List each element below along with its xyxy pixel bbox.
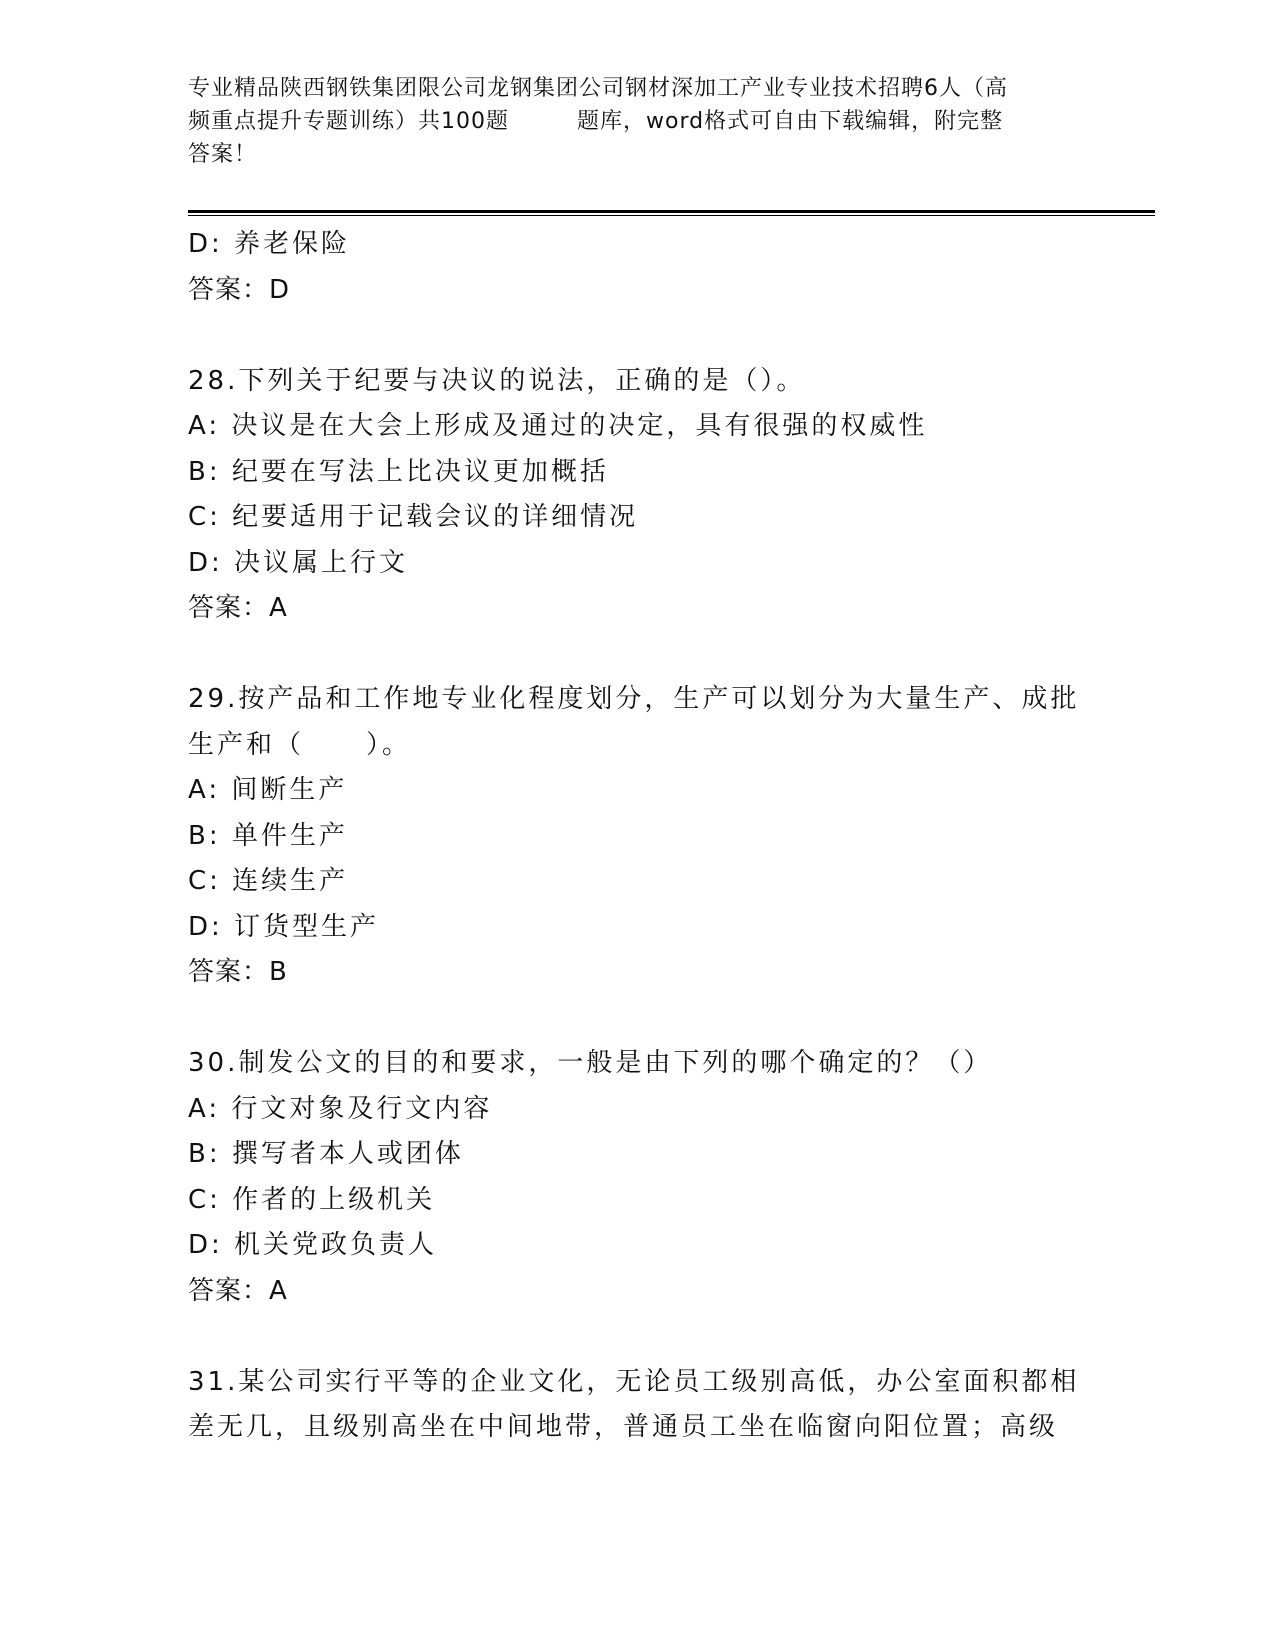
header-line-3: 答案！: [188, 142, 258, 167]
option-d: D: 订货型生产: [188, 911, 380, 942]
spacer: [188, 632, 1088, 678]
answer-line: 答案：A: [188, 1275, 288, 1306]
spacer: [188, 1314, 1088, 1360]
option-c: C: 纪要适用于记载会议的详细情况: [188, 502, 639, 532]
header-line-1: 专业精品陕西钢铁集团限公司龙钢集团公司钢材深加工产业专业技术招聘6人（高: [188, 76, 1008, 101]
option-a: A: 间断生产: [188, 775, 348, 805]
question-stem: 28.下列关于纪要与决议的说法，正确的是（）。: [188, 365, 806, 396]
option-b: B: 撰写者本人或团体: [188, 1139, 464, 1169]
option-c: C: 连续生产: [188, 866, 349, 896]
question-stem-line-1: 31.某公司实行平等的企业文化，无论员工级别高低，办公室面积都相: [188, 1366, 1080, 1397]
question-29: [188, 677, 1088, 996]
document-body: [188, 222, 1088, 1451]
question-stem: 30.制发公文的目的和要求，一般是由下列的哪个确定的？（）: [188, 1048, 993, 1078]
question-stem-part-1: 生产和（: [188, 729, 305, 760]
option-c: C: 作者的上级机关: [188, 1184, 436, 1215]
option-a: A: 行文对象及行文内容: [188, 1093, 493, 1124]
question-stem-line-2: 差无几，且级别高坐在中间地带，普通员工坐在临窗向阳位置；高级: [188, 1412, 1059, 1442]
option-b: B: 纪要在写法上比决议更加概括: [188, 456, 609, 487]
question-28: [188, 359, 1088, 632]
option-d: D: 养老保险: [188, 229, 351, 259]
header-line-2-part-1: 频重点提升专题训练）共100题: [188, 109, 509, 134]
answer-line: 答案：A: [188, 593, 288, 623]
option-a: A: 决议是在大会上形成及通过的决定，具有很强的权威性: [188, 411, 928, 441]
header-rule-thin: [188, 215, 1155, 216]
header-line-2: [188, 105, 1088, 138]
question-stem-part-2: ）。: [366, 729, 412, 760]
spacer: [188, 996, 1088, 1042]
question-stem-line-2: [188, 723, 1088, 769]
option-b: B: 单件生产: [188, 820, 348, 851]
question-stem-line-1: 29.按产品和工作地专业化程度划分，生产可以划分为大量生产、成批: [188, 684, 1080, 714]
header-rule-thick: [188, 210, 1155, 213]
spacer: [188, 313, 1088, 359]
question-30: [188, 1041, 1088, 1314]
option-d: D: 机关党政负责人: [188, 1230, 438, 1260]
document-header: [188, 72, 1088, 171]
answer-line: 答案：B: [188, 957, 288, 987]
question-31: [188, 1360, 1088, 1451]
header-line-2-part-2: 题库，word格式可自由下载编辑，附完整: [577, 109, 1004, 134]
option-d: D: 决议属上行文: [188, 547, 409, 578]
answer-line: 答案：D: [188, 274, 291, 305]
